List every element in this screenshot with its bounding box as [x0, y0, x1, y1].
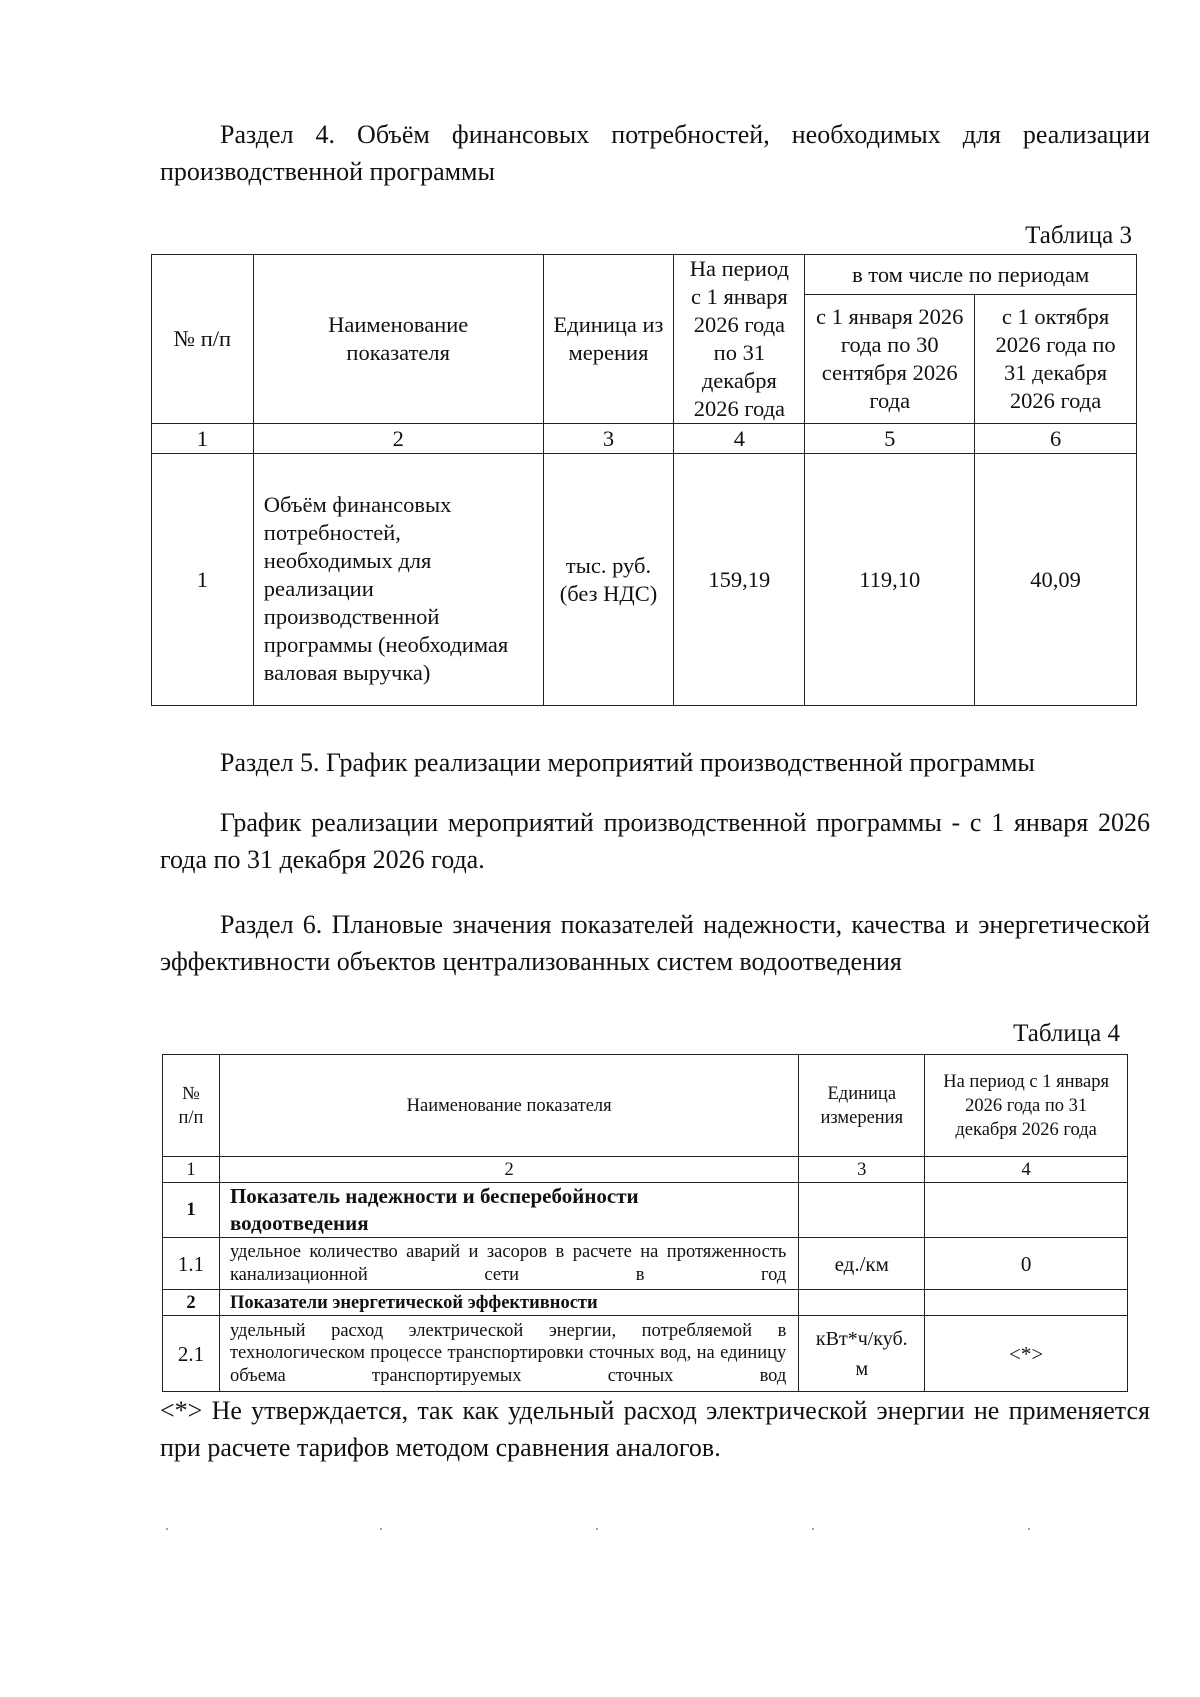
section-6-heading: Раздел 6. Плановые значения показателей надежности, качества и энергетической эффективности объектов централизованных систем водоотведения — [160, 910, 1150, 976]
table-3 — [151, 254, 1137, 706]
t3-row-period-2: 40,09 — [975, 454, 1137, 706]
t3-colnum: 1 — [152, 424, 254, 454]
footnote: <*> Не утверждается, так как удельный расход электрической энергии не применяется при расчете тарифов методом сравнения аналогов. — [160, 1396, 1150, 1462]
t3-row-unit: тыс. руб. (без НДС) — [543, 454, 674, 706]
t4-colnum: 3 — [799, 1157, 925, 1183]
table-4-caption: Таблица 4 — [1013, 1020, 1120, 1047]
t3-header-num: № п/п — [152, 255, 254, 424]
t4-header-unit: Единица измерения — [799, 1055, 925, 1157]
t3-header-name: Наименование показателя — [253, 255, 543, 424]
t4-row-unit — [799, 1183, 925, 1238]
t3-row-num: 1 — [152, 454, 254, 706]
t3-header-period: На период с 1 января 2026 года по 31 декабря 2026 года — [674, 255, 805, 424]
table-row — [163, 1183, 1128, 1238]
t4-colnum: 2 — [219, 1157, 798, 1183]
section-5-text: График реализации мероприятий производственной программы - с 1 января 2026 года по 31 декабря 2026 года. — [160, 808, 1150, 874]
t4-row-value — [925, 1290, 1128, 1316]
t4-row-value: <*> — [925, 1316, 1128, 1392]
t3-header-unit: Единица измерения — [543, 255, 674, 424]
t3-row-name: Объём финансовых потребностей, необходимых для реализации производственной программы (необходимая валовая выручка) — [253, 454, 543, 706]
t4-row-name: удельный расход электрической энергии, потребляемой в технологическом процессе транспортировки сточных вод, на единицу объема транспортируемых сточных вод — [219, 1316, 798, 1392]
t4-row-num: 2.1 — [163, 1316, 220, 1392]
table-3-caption: Таблица 3 — [1025, 222, 1132, 249]
t3-header-period-2: с 1 октября 2026 года по 31 декабря 2026 года — [975, 295, 1137, 424]
t3-header-period-1: с 1 января 2026 года по 30 сентября 2026 года — [805, 295, 975, 424]
t4-row-name: удельное количество аварий и засоров в расчете на протяженность канализационной сети в год — [219, 1238, 798, 1290]
t4-row-unit: ед./км — [799, 1238, 925, 1290]
table-4 — [162, 1054, 1128, 1392]
t3-colnum: 3 — [543, 424, 674, 454]
t4-row-value — [925, 1183, 1128, 1238]
t4-row-value: 0 — [925, 1238, 1128, 1290]
t4-row-unit: кВт*ч/куб. м — [799, 1316, 925, 1392]
t4-row-num: 1 — [163, 1183, 220, 1238]
table-row — [152, 454, 1137, 706]
t4-row-name: Показатели энергетической эффективности — [219, 1290, 798, 1316]
t3-row-total: 159,19 — [674, 454, 805, 706]
scan-dots — [160, 1528, 1060, 1534]
t4-row-name: Показатель надежности и бесперебойности водоотведения — [219, 1183, 798, 1238]
t4-colnum: 1 — [163, 1157, 220, 1183]
table-row — [163, 1238, 1128, 1290]
t4-row-num: 1.1 — [163, 1238, 220, 1290]
t4-header-num: № п/п — [163, 1055, 220, 1157]
t3-header-sub-periods: в том числе по периодам — [805, 255, 1137, 295]
t3-row-period-1: 119,10 — [805, 454, 975, 706]
t3-colnum: 5 — [805, 424, 975, 454]
t3-colnum: 4 — [674, 424, 805, 454]
t3-colnum: 6 — [975, 424, 1137, 454]
table-row — [163, 1290, 1128, 1316]
t4-colnum: 4 — [925, 1157, 1128, 1183]
t3-colnum: 2 — [253, 424, 543, 454]
section-5-heading: Раздел 5. График реализации мероприятий производственной программы — [220, 748, 1035, 777]
table-row — [163, 1316, 1128, 1392]
t4-row-unit — [799, 1290, 925, 1316]
t4-header-name: Наименование показателя — [219, 1055, 798, 1157]
section-4-heading: Раздел 4. Объём финансовых потребностей, необходимых для реализации производственной программы — [160, 120, 1150, 186]
t4-row-num: 2 — [163, 1290, 220, 1316]
t4-header-period: На период с 1 января 2026 года по 31 декабря 2026 года — [925, 1055, 1128, 1157]
